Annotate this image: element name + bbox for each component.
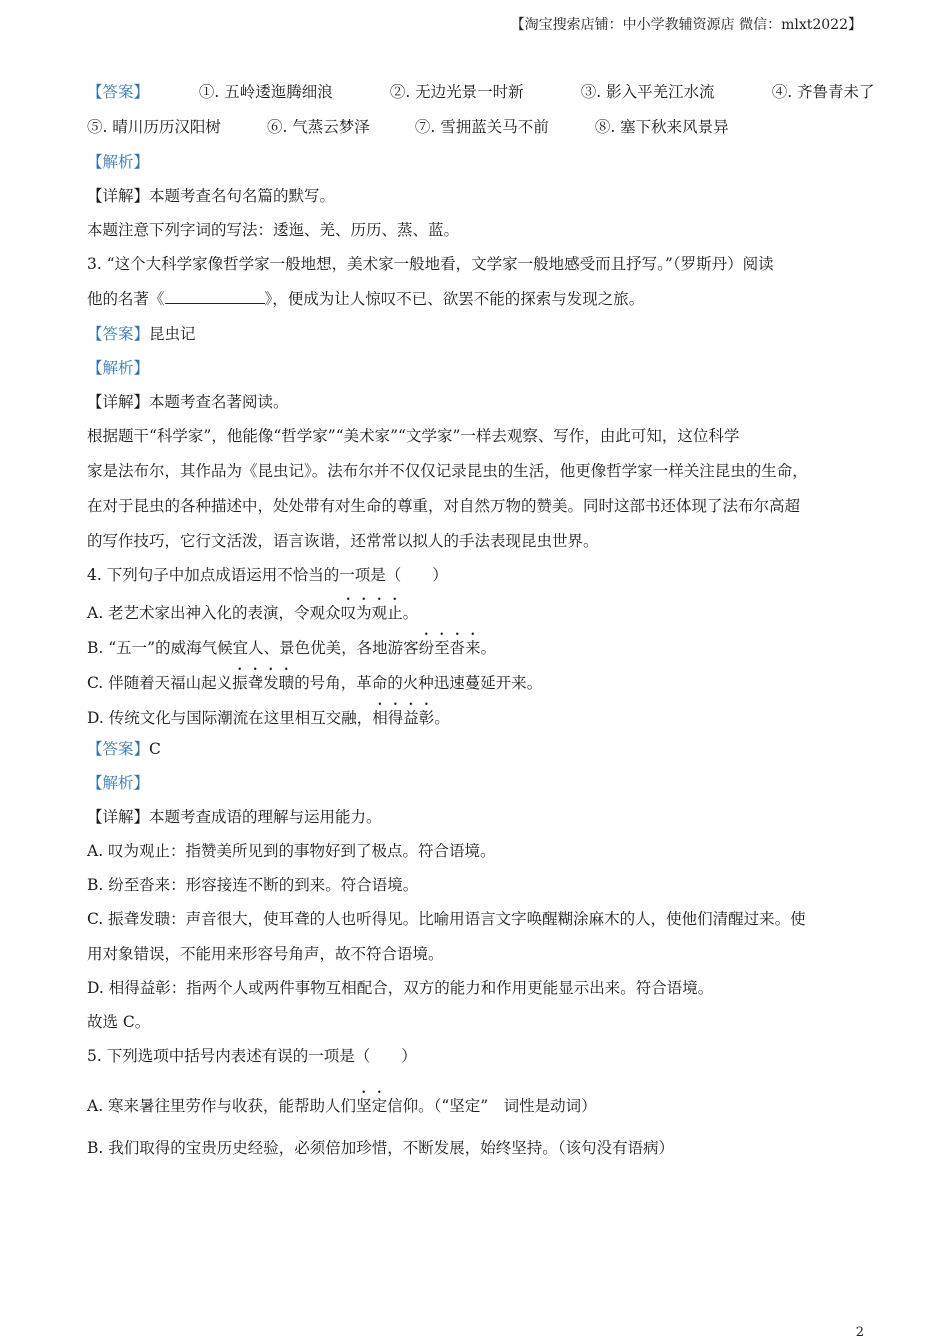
q4-explain-line: D. 相得益彰：指两个人或两件事物互相配合，双方的能力和作用更能显示出来。符合语境。 [87, 979, 714, 997]
answer-text: C [149, 740, 161, 758]
dotted-idiom: 纷至沓来 [418, 639, 481, 657]
q2-answer-row2 [87, 113, 877, 148]
page-header: 【淘宝搜索店铺：中小学教辅资源店 微信：mlxt2022】 [510, 17, 862, 33]
dotted-word: 坚定 [356, 1097, 388, 1115]
q4-explain-line: 用对象错误，不能用来形容号角声，故不符合语境。 [87, 945, 444, 963]
answer-item: ⑤. 晴川历历汉阳树 [87, 118, 221, 136]
option-text: A. 老艺术家出神入化的表演，令观众 [87, 604, 341, 622]
q5-option-b: B. 我们取得的宝贵历史经验，必须倍加珍惜，不断发展，始终坚持。（该句没有语病） [87, 1139, 674, 1157]
option-text: B. “五一”的威海气候宜人、景色优美，各地游客 [87, 639, 419, 657]
q5-option-a [87, 1088, 877, 1134]
q4-explain-line: 【详解】本题考查成语的理解与运用能力。 [87, 808, 382, 826]
answer-tag: 【答案】 [87, 83, 150, 101]
q4-option-c [87, 665, 877, 700]
option-text: 信仰。（“坚定” 词性是动词） [387, 1097, 597, 1115]
q4-explain-line: C. 振聋发聩：声音很大，使耳聋的人也听得见。比喻用语言文字唤醒糊涂麻木的人，使他们清醒过来。使 [87, 910, 806, 928]
option-text: 。 [480, 639, 497, 657]
q3-explain-line: 在对于昆虫的各种描述中，处处带有对生命的尊重，对自然万物的赞美。同时这部书还体现了法布尔高超 [87, 497, 801, 515]
q3-explain-line: 的写作技巧，它行文活泼，语言诙谐，还常常以拟人的手法表现昆虫世界。 [87, 532, 599, 550]
dotted-idiom: 相得益彰 [372, 709, 435, 727]
dotted-idiom: 振聋发聩 [232, 674, 295, 692]
answer-item: ④. 齐鲁青未了 [771, 83, 875, 101]
q3-explain-line: 家是法布尔，其作品为《昆虫记》。法布尔并不仅仅记录昆虫的生活，他更像哲学家一样关注昆虫的生命， [87, 462, 808, 480]
page-number: 2 [855, 1325, 864, 1340]
option-text: 。 [434, 709, 450, 727]
option-text: 。 [402, 604, 419, 622]
q4-option-d [87, 700, 877, 735]
option-text: C. 伴随着天福山起义 [87, 674, 233, 692]
q4-option-a [87, 595, 877, 630]
q4-option-b [87, 630, 877, 665]
analysis-tag: 【解析】 [87, 774, 150, 792]
answer-item: ①. 五岭逶迤腾细浪 [198, 83, 333, 101]
q3-stem-pre: 他的名著《 [87, 290, 165, 308]
answer-tag: 【答案】 [87, 325, 150, 343]
document-body [87, 78, 877, 1169]
answer-tag: 【答案】 [87, 740, 150, 758]
option-text: 的号角，革命的火种迅速蔓延开来。 [294, 674, 543, 692]
answer-item: ⑦. 雪拥蓝关马不前 [414, 118, 549, 136]
q3-stem-post: 》，便成为让人惊叹不已、欲罢不能的探索与发现之旅。 [264, 290, 645, 308]
q3-explain-line: 根据题干“科学家”，他能像“哲学家”“美术家”“文学家”一样去观察、写作，由此可知，这位科学 [87, 427, 740, 445]
q4-answer [87, 735, 877, 769]
q2-detail: 【详解】本题考查名句名篇的默写。 [87, 187, 336, 205]
q3-stem-line1: 3. “这个大科学家像哲学家一般地想，美术家一般地看，文学家一般地感受而且抒写。”（罗斯丹）阅读 [87, 255, 774, 273]
answer-blank [165, 285, 265, 304]
answer-item: ②. 无边光景一时新 [389, 83, 524, 101]
q4-explain-line: B. 纷至沓来：形容接连不断的到来。符合语境。 [87, 876, 419, 894]
q4-explain-line: A. 叹为观止：指赞美所见到的事物好到了极点。符合语境。 [87, 842, 496, 860]
q3-stem-line2 [87, 285, 877, 320]
answer-item: ③. 影入平羌江水流 [580, 83, 715, 101]
option-text: D. 传统文化与国际潮流在这里相互交融， [87, 709, 373, 727]
answer-text: 昆虫记 [149, 325, 196, 343]
q4-stem: 4. 下列句子中加点成语运用不恰当的一项是（ ） [87, 566, 448, 584]
analysis-tag: 【解析】 [87, 359, 150, 377]
q2-note: 本题注意下列字词的写法：逶迤、羌、历历、蒸、蓝。 [87, 221, 460, 239]
q3-detail: 【详解】本题考查名著阅读。 [87, 393, 289, 411]
q2-answer-row1 [87, 78, 877, 113]
option-text: A. 寒来暑往里劳作与收获，能帮助人们 [87, 1097, 357, 1115]
answer-item: ⑧. 塞下秋来风景异 [594, 118, 729, 136]
q3-answer [87, 320, 877, 354]
q5-stem: 5. 下列选项中括号内表述有误的一项是（ ） [87, 1047, 417, 1065]
answer-item: ⑥. 气蒸云梦泽 [266, 118, 370, 136]
q4-explain-line: 故选 C。 [87, 1013, 151, 1031]
analysis-tag: 【解析】 [87, 153, 150, 171]
dotted-idiom: 叹为观止 [340, 604, 403, 622]
